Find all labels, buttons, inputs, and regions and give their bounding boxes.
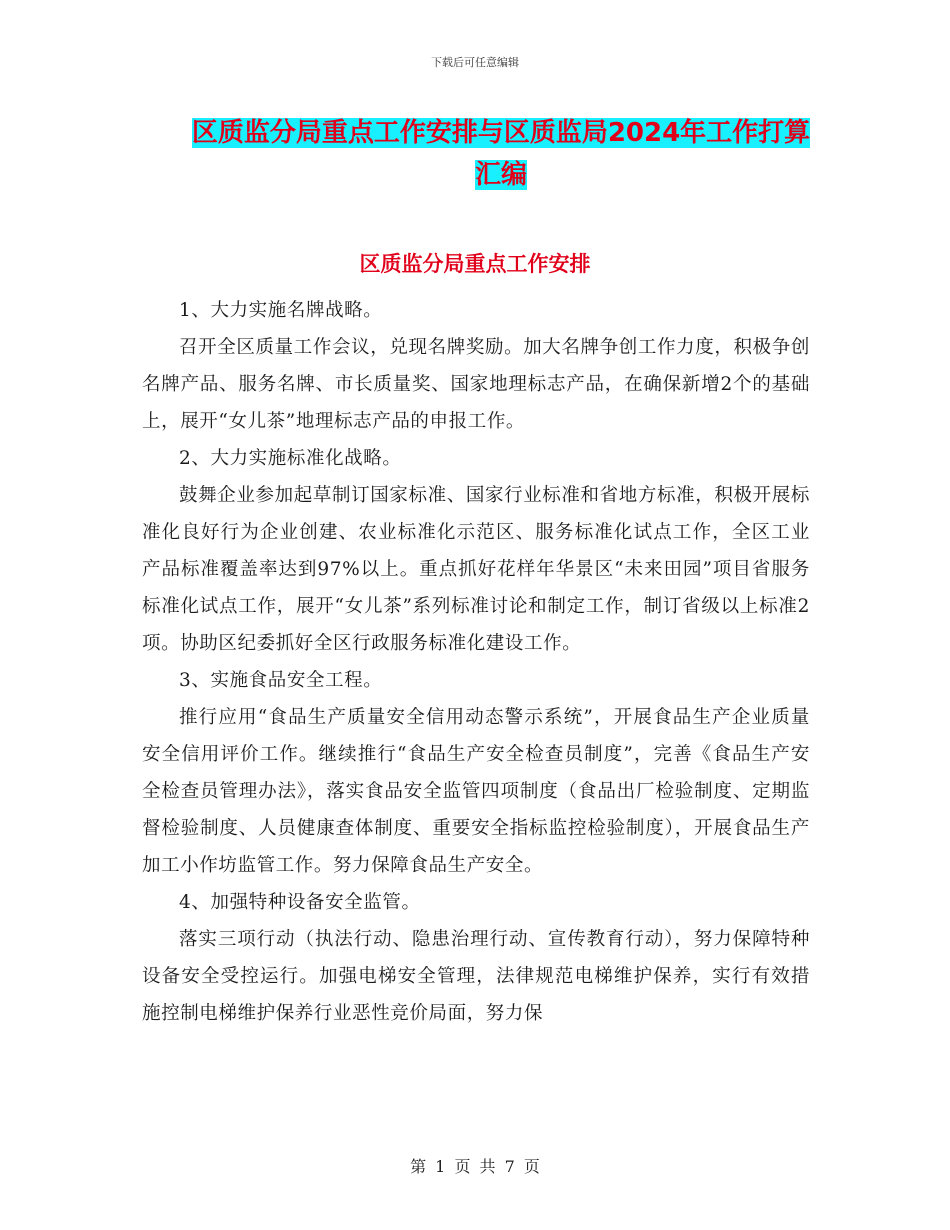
- document-body: [142, 292, 810, 1032]
- page-footer: 第 1 页 共 7 页: [410, 1157, 540, 1176]
- document-title-line-1: 区质监分局重点工作安排与区质监局2024年工作打算: [191, 118, 811, 148]
- paragraph: 1、大力实施名牌战略。: [179, 300, 383, 321]
- paragraph: 召开全区质量工作会议，兑现名牌奖励。加大名牌争创工作力度，积极争创名牌产品、服务名牌、市长质量奖、国家地理标志产品，在确保新增2个的基础上，展开“女儿茶”地理标志产品的申报工作。: [142, 337, 810, 432]
- paragraph: 4、加强特种设备安全监管。: [179, 892, 421, 913]
- header-note: 下载后可任意编辑: [431, 56, 519, 69]
- document-title: [186, 112, 816, 196]
- paragraph: 推行应用“食品生产质量安全信用动态警示系统”，开展食品生产企业质量安全信用评价工作。继续推行“食品生产安全检查员制度”，完善《食品生产安全检查员管理办法》，落实食品安全监管四项制度（食品出厂检验制度、定期监督检验制度、人员健康查体制度、重要安全指标监控检验制度），开展食品生产加工小作坊监管工作。努力保障食品生产安全。: [142, 707, 810, 876]
- paragraph: 鼓舞企业参加起草制订国家标准、国家行业标准和省地方标准，积极开展标准化良好行为企业创建、农业标准化示范区、服务标准化试点工作，全区工业产品标准覆盖率达到97%以上。重点抓好花样年华景区“未来田园”项目省服务标准化试点工作，展开“女儿茶”系列标准讨论和制定工作，制订省级以上标准2项。协助区纪委抓好全区行政服务标准化建设工作。: [142, 485, 810, 654]
- section-title: 区质监分局重点工作安排: [359, 252, 591, 276]
- paragraph: 2、大力实施标准化战略。: [179, 448, 402, 469]
- paragraph: 3、实施食品安全工程。: [179, 670, 383, 691]
- document-title-line-2: 汇编: [474, 160, 527, 190]
- paragraph: 落实三项行动（执法行动、隐患治理行动、宣传教育行动），努力保障特种设备安全受控运行。加强电梯安全管理，法律规范电梯维护保养，实行有效措施控制电梯维护保养行业恶性竞价局面，努力保: [142, 929, 810, 1024]
